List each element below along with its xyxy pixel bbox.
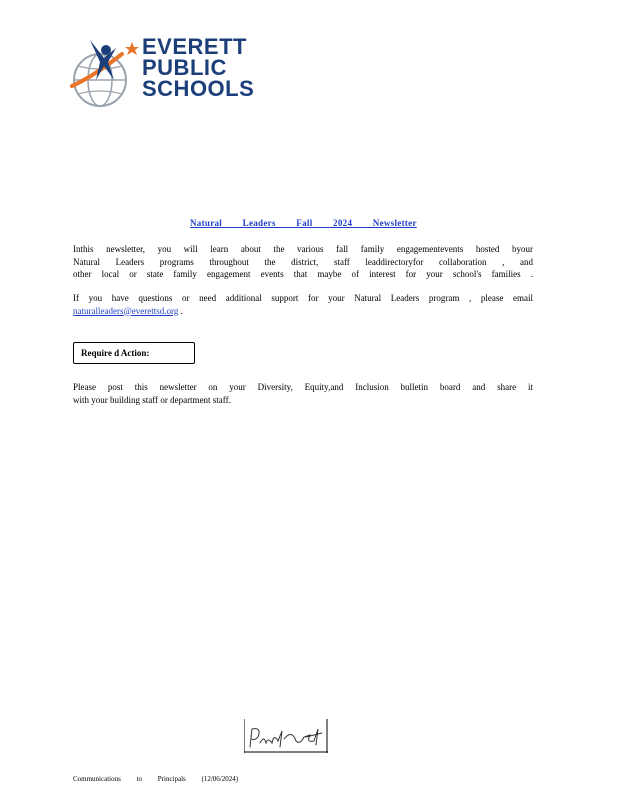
signature <box>244 719 328 753</box>
intro-line-3: other local or state family engagement events that maybe of interest for your school's families . <box>73 269 533 279</box>
logo-wordmark <box>142 36 254 99</box>
required-action-box: Require d Action: <box>73 342 195 364</box>
logo-line-2: PUBLIC <box>142 55 227 80</box>
questions-line-2 <box>73 305 533 318</box>
email-link[interactable]: naturalleaders@everettsd.org <box>73 305 179 316</box>
intro-paragraph <box>73 243 533 281</box>
district-logo-icon <box>70 36 140 110</box>
questions-paragraph <box>73 292 533 317</box>
logo-line-1: EVERETT <box>142 34 247 59</box>
logo-line-3: SCHOOLS <box>142 76 255 101</box>
action-paragraph <box>73 381 533 406</box>
action-line-2: with your building staff or department staff. <box>73 394 231 405</box>
intro-line-1: Inthis newsletter, you will learn about the various fall family engagementevents hosted byour <box>73 244 533 254</box>
questions-line-1: If you have questions or need additional support for your Natural Leaders program , please email <box>73 293 533 303</box>
intro-line-2: Natural Leaders programs throughout the district, staff leaddirectoryfor collaboration , and <box>73 256 533 267</box>
footer-text: Communications to Principals (12/06/2024) <box>73 775 239 783</box>
newsletter-title-link[interactable]: Natural Leaders Fall 2024 Newsletter <box>190 218 417 228</box>
questions-end: . <box>180 305 183 316</box>
signature-icon <box>244 719 328 753</box>
action-line-1: Please post this newsletter on your Diversity, Equity,and Inclusion bulletin board and share it <box>73 382 533 392</box>
district-logo <box>70 34 255 110</box>
